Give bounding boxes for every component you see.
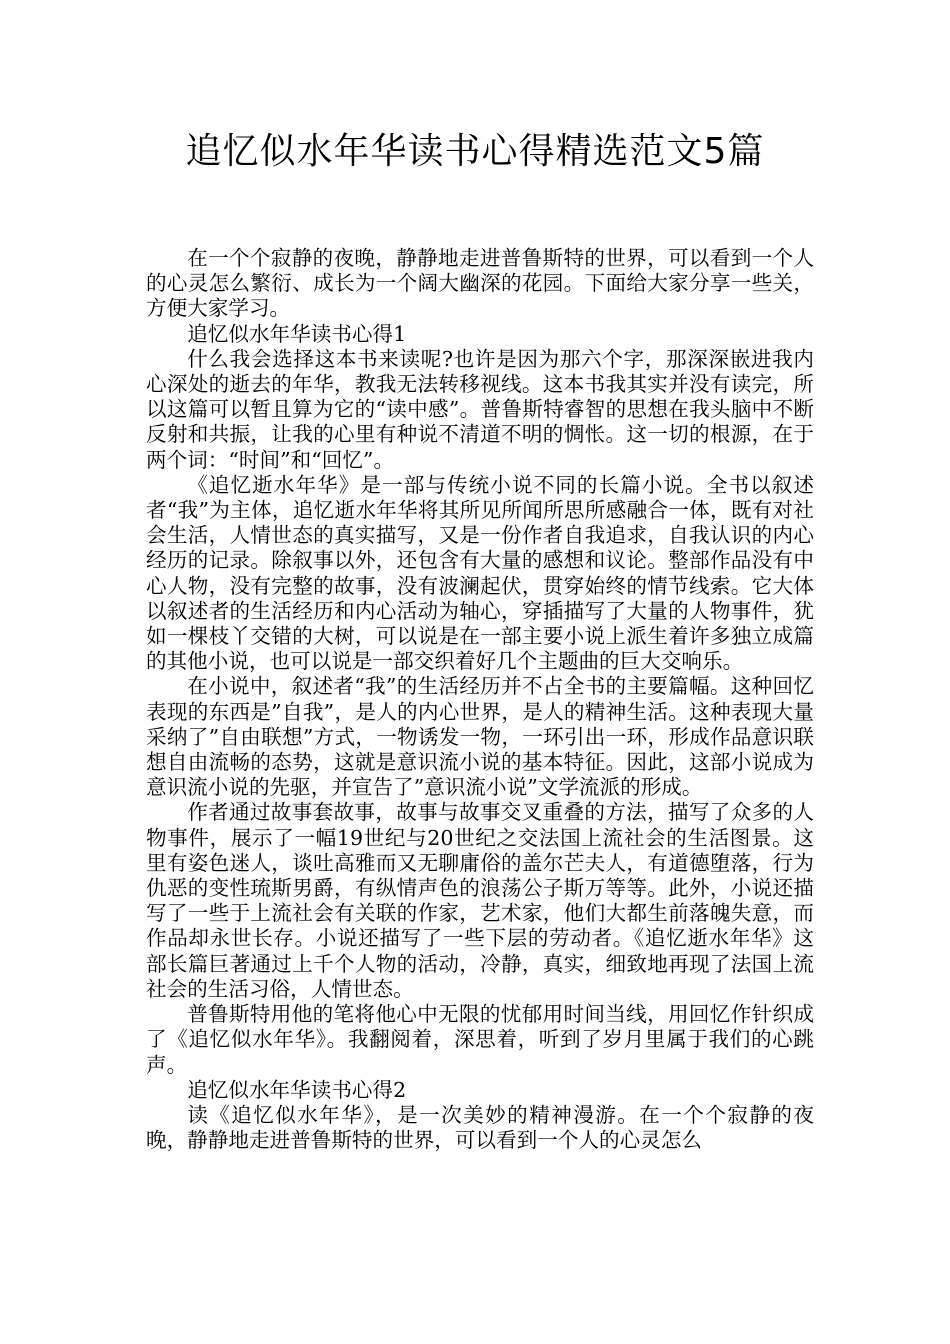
document-body — [146, 246, 814, 1153]
intro-paragraph: 在一个个寂静的夜晚，静静地走进普鲁斯特的世界，可以看到一个人的心灵怎么繁衍、成长为一个阔大幽深的花园。下面给大家分享一些关，方便大家学习。 — [146, 246, 814, 321]
section-heading-1: 追忆似水年华读书心得1 — [187, 321, 407, 346]
body-paragraph: 什么我会选择这本书来读呢?也许是因为那六个字，那深深嵌进我内心深处的逝去的年华，教我无法转移视线。这本书我其实并没有读完，所以这篇可以暂且算为它的“读中感”。普鲁斯特睿智的思想在我头脑中不断反射和共振，让我的心里有种说不清道不明的惆怅。这一切的根源，在于两个词：“时间”和“回忆”。 — [146, 346, 814, 472]
section-heading-2: 追忆似水年华读书心得2 — [187, 1077, 407, 1102]
document-title: 追忆似水年华读书心得精选范文5篇 — [185, 131, 765, 172]
body-paragraph: 普鲁斯特用他的笔将他心中无限的忧郁用时间当线，用回忆作针织成了《追忆似水年华》。我翻阅着，深思着，听到了岁月里属于我们的心跳声。 — [146, 1002, 814, 1077]
body-paragraph: 读《追忆似水年华》，是一次美妙的精神漫游。在一个个寂静的夜晚，静静地走进普鲁斯特的世界，可以看到一个人的心灵怎么 — [146, 1102, 814, 1153]
body-paragraph: 在小说中，叙述者“我”的生活经历并不占全书的主要篇幅。这种回忆表现的东西是”自我”，是人的内心世界，是人的精神生活。这种表现大量采纳了”自由联想”方式，一物诱发一物，一环引出一环，形成作品意识联想自由流畅的态势，这就是意识流小说的基本特征。因此，这部小说成为意识流小说的先驱，并宣告了”意识流小说”文学流派的形成。 — [146, 674, 814, 800]
body-paragraph: 《追忆逝水年华》是一部与传统小说不同的长篇小说。全书以叙述者“我”为主体，追忆逝水年华将其所见所闻所思所感融合一体，既有对社会生活，人情世态的真实描写，又是一份作者自我追求，自我认识的内心经历的记录。除叙事以外，还包含有大量的感想和议论。整部作品没有中心人物，没有完整的故事，没有波澜起伏，贯穿始终的情节线索。它大体以叙述者的生活经历和内心活动为轴心，穿插描写了大量的人物事件，犹如一棵枝丫交错的大树，可以说是在一部主要小说上派生着许多独立成篇的其他小说，也可以说是一部交织着好几个主题曲的巨大交响乐。 — [146, 472, 814, 674]
body-paragraph: 作者通过故事套故事，故事与故事交叉重叠的方法，描写了众多的人物事件，展示了一幅19世纪与20世纪之交法国上流社会的生活图景。这里有姿色迷人，谈吐高雅而又无聊庸俗的盖尔芒夫人，有道德堕落，行为仇恶的变性琉斯男爵，有纵情声色的浪荡公子斯万等等。此外，小说还描写了一些于上流社会有关联的作家，艺术家，他们大都生前落魄失意，而作品却永世长存。小说还描写了一些下层的劳动者。《追忆逝水年华》这部长篇巨著通过上千个人物的活动，冷静，真实，细致地再现了法国上流社会的生活习俗，人情世态。 — [146, 800, 814, 1001]
